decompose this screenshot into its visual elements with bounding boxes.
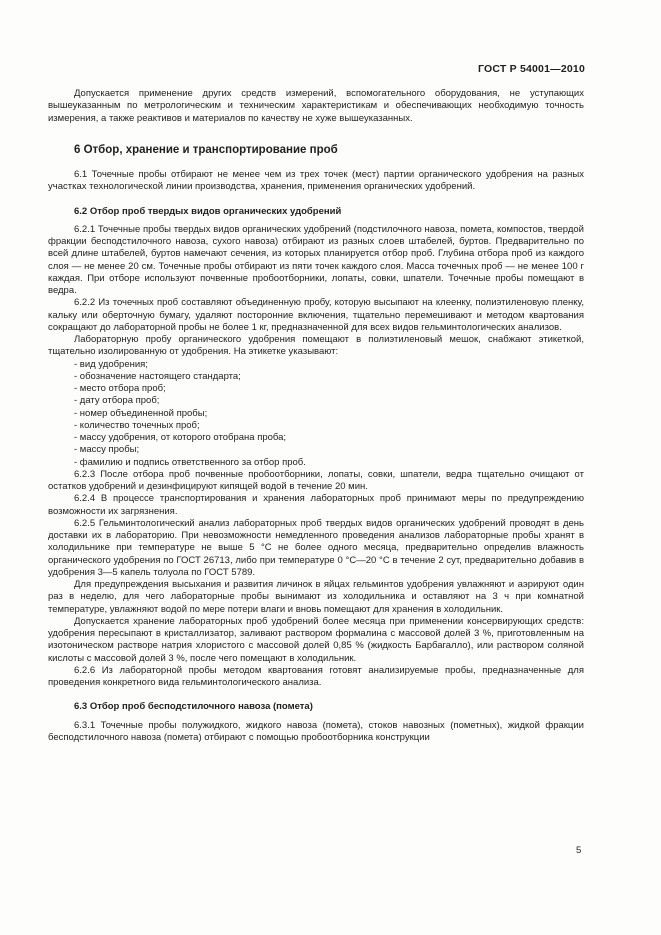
paragraph-6-2-4: 6.2.4 В процессе транспортирования и хранения лабораторных проб принимают меры по предупреждению возможности их загрязнения. [48,493,584,517]
list-item: - номер объединенной пробы; [74,407,208,419]
list-item: - место отбора проб; [74,383,166,394]
paragraph-6-3-1: 6.3.1 Точечные пробы полужидкого, жидкого навоза (помета), стоков навозных (пометных), жидкой фракции бесподстилочного навоза (помета) отбирают с помощью пробоотборника конструкции [48,719,584,743]
list-item: - массу пробы; [74,444,140,456]
section-6-3-title: 6.3 Отбор проб бесподстилочного навоза (помета) [74,701,313,713]
paragraph-6-1: 6.1 Точечные пробы отбирают не менее чем из трех точек (мест) партии органического удобрения на разных участках технологической линии производства, хранения, применения органических удобрений. [48,169,584,193]
paragraph-6-2-3: 6.2.3 После отбора проб почвенные пробоотборники, лопаты, совки, шпатели, ведра тщательно очищают от остатков удобрений и дезинфицируют кипящей водой в течение 20 мин. [48,468,584,492]
paragraph-storage: Допускается хранение лабораторных проб удобрений более месяца при применении консервирующих средств: удобрения пересыпают в кристаллизатор, заливают раствором формалина с массовой долей 3 %, приготовленным на изотоническом растворе натрия хлористого с массовой долей 0,85 % (жидкость Барбагалло), или раствором соляной кислоты с массовой долей 3 %, после чего помещают в холодильник. [48,615,584,664]
paragraph-6-2-6: 6.2.6 Из лабораторной пробы методом квартования готовят анализируемые пробы, предназначенные для проведения конкретного вида гельминтологического анализа. [48,664,584,688]
list-item: - фамилию и подпись ответственного за отбор проб. [74,456,306,468]
list-item: - дату отбора проб; [74,395,160,407]
section-6-2-title: 6.2 Отбор проб твердых видов органических удобрений [74,205,342,217]
section-6-title: 6 Отбор, хранение и транспортирование проб [74,143,338,156]
paragraph-label: Лабораторную пробу органического удобрения помещают в полиэтиленовый мешок, снабжают этикеткой, тщательно изолированную от удобрения. На этикетке указывают: [48,334,584,358]
paragraph-6-2-1: 6.2.1 Точечные пробы твердых видов органических удобрений (подстилочного навоза, помета, компостов, твердой фракции бесподстилочного навоза, сухого навоза) отбирают из разных слоев штабелей, буртов. Предварительно по всей длине штабелей, буртов намечают сечения, из которых планируется отбор проб. Глубина отбора проб из каждого слоя — не менее 20 см. Точечные пробы отбирают из пяти точек каждого слоя. Масса точечных проб — не менее 100 г каждая. При отборе используют почвенные пробоотборники, лопаты, совки, шпатели. Точечные пробы помещают в ведра. [48,223,584,296]
standard-number: ГОСТ Р 54001—2010 [477,63,585,75]
list-item: - вид удобрения; [74,358,148,370]
document-body [48,88,584,744]
list-item: - количество точечных проб; [74,419,200,431]
paragraph-6-2-2: 6.2.2 Из точечных проб составляют объединенную пробу, которую высыпают на клеенку, полиэтиленовую пленку, кальку или оберточную бумагу, удаляют посторонние включения, тщательно перемешивают и методом квартования сокращают до лабораторной пробы не более 1 кг, предназначенной для всех видов гельминтологических анализов. [48,297,584,333]
paragraph-larvae: Для предупреждения высыхания и развития личинок в яйцах гельминтов удобрения увлажняют и аэрируют один раз в неделю, для чего лабораторные пробы вынимают из холодильника и оставляют на 3 ч при комнатной температуре, увлажняют водой по мере потери влаги и вновь помещают для хранения в холодильник. [48,579,584,615]
intro-paragraph: Допускается применение других средств измерений, вспомогательного оборудования, не уступающих вышеуказанным по метрологическим и техническим характеристикам и обеспечивающих необходимую точность измерения, а также реактивов и материалов по качеству не хуже вышеуказанных. [48,88,584,124]
list-item: - обозначение настоящего стандарта; [74,370,241,382]
label-items-list [48,359,584,469]
page-number: 5 [576,845,582,856]
list-item: - массу удобрения, от которого отобрана проба; [74,432,287,443]
paragraph-6-2-5: 6.2.5 Гельминтологический анализ лабораторных проб твердых видов органических удобрений проводят в день доставки их в лабораторию. При невозможности немедленного проведения анализов лабораторные пробы хранят в холодильнике при температуре не выше 5 °С не более одного месяца, предварительно определив влажность органического удобрения по ГОСТ 26713, либо при температуре 0 °С—20 °С в течение 2 сут, предварительно добавив в удобрения 3—5 капель толуола по ГОСТ 5789. [48,517,584,578]
